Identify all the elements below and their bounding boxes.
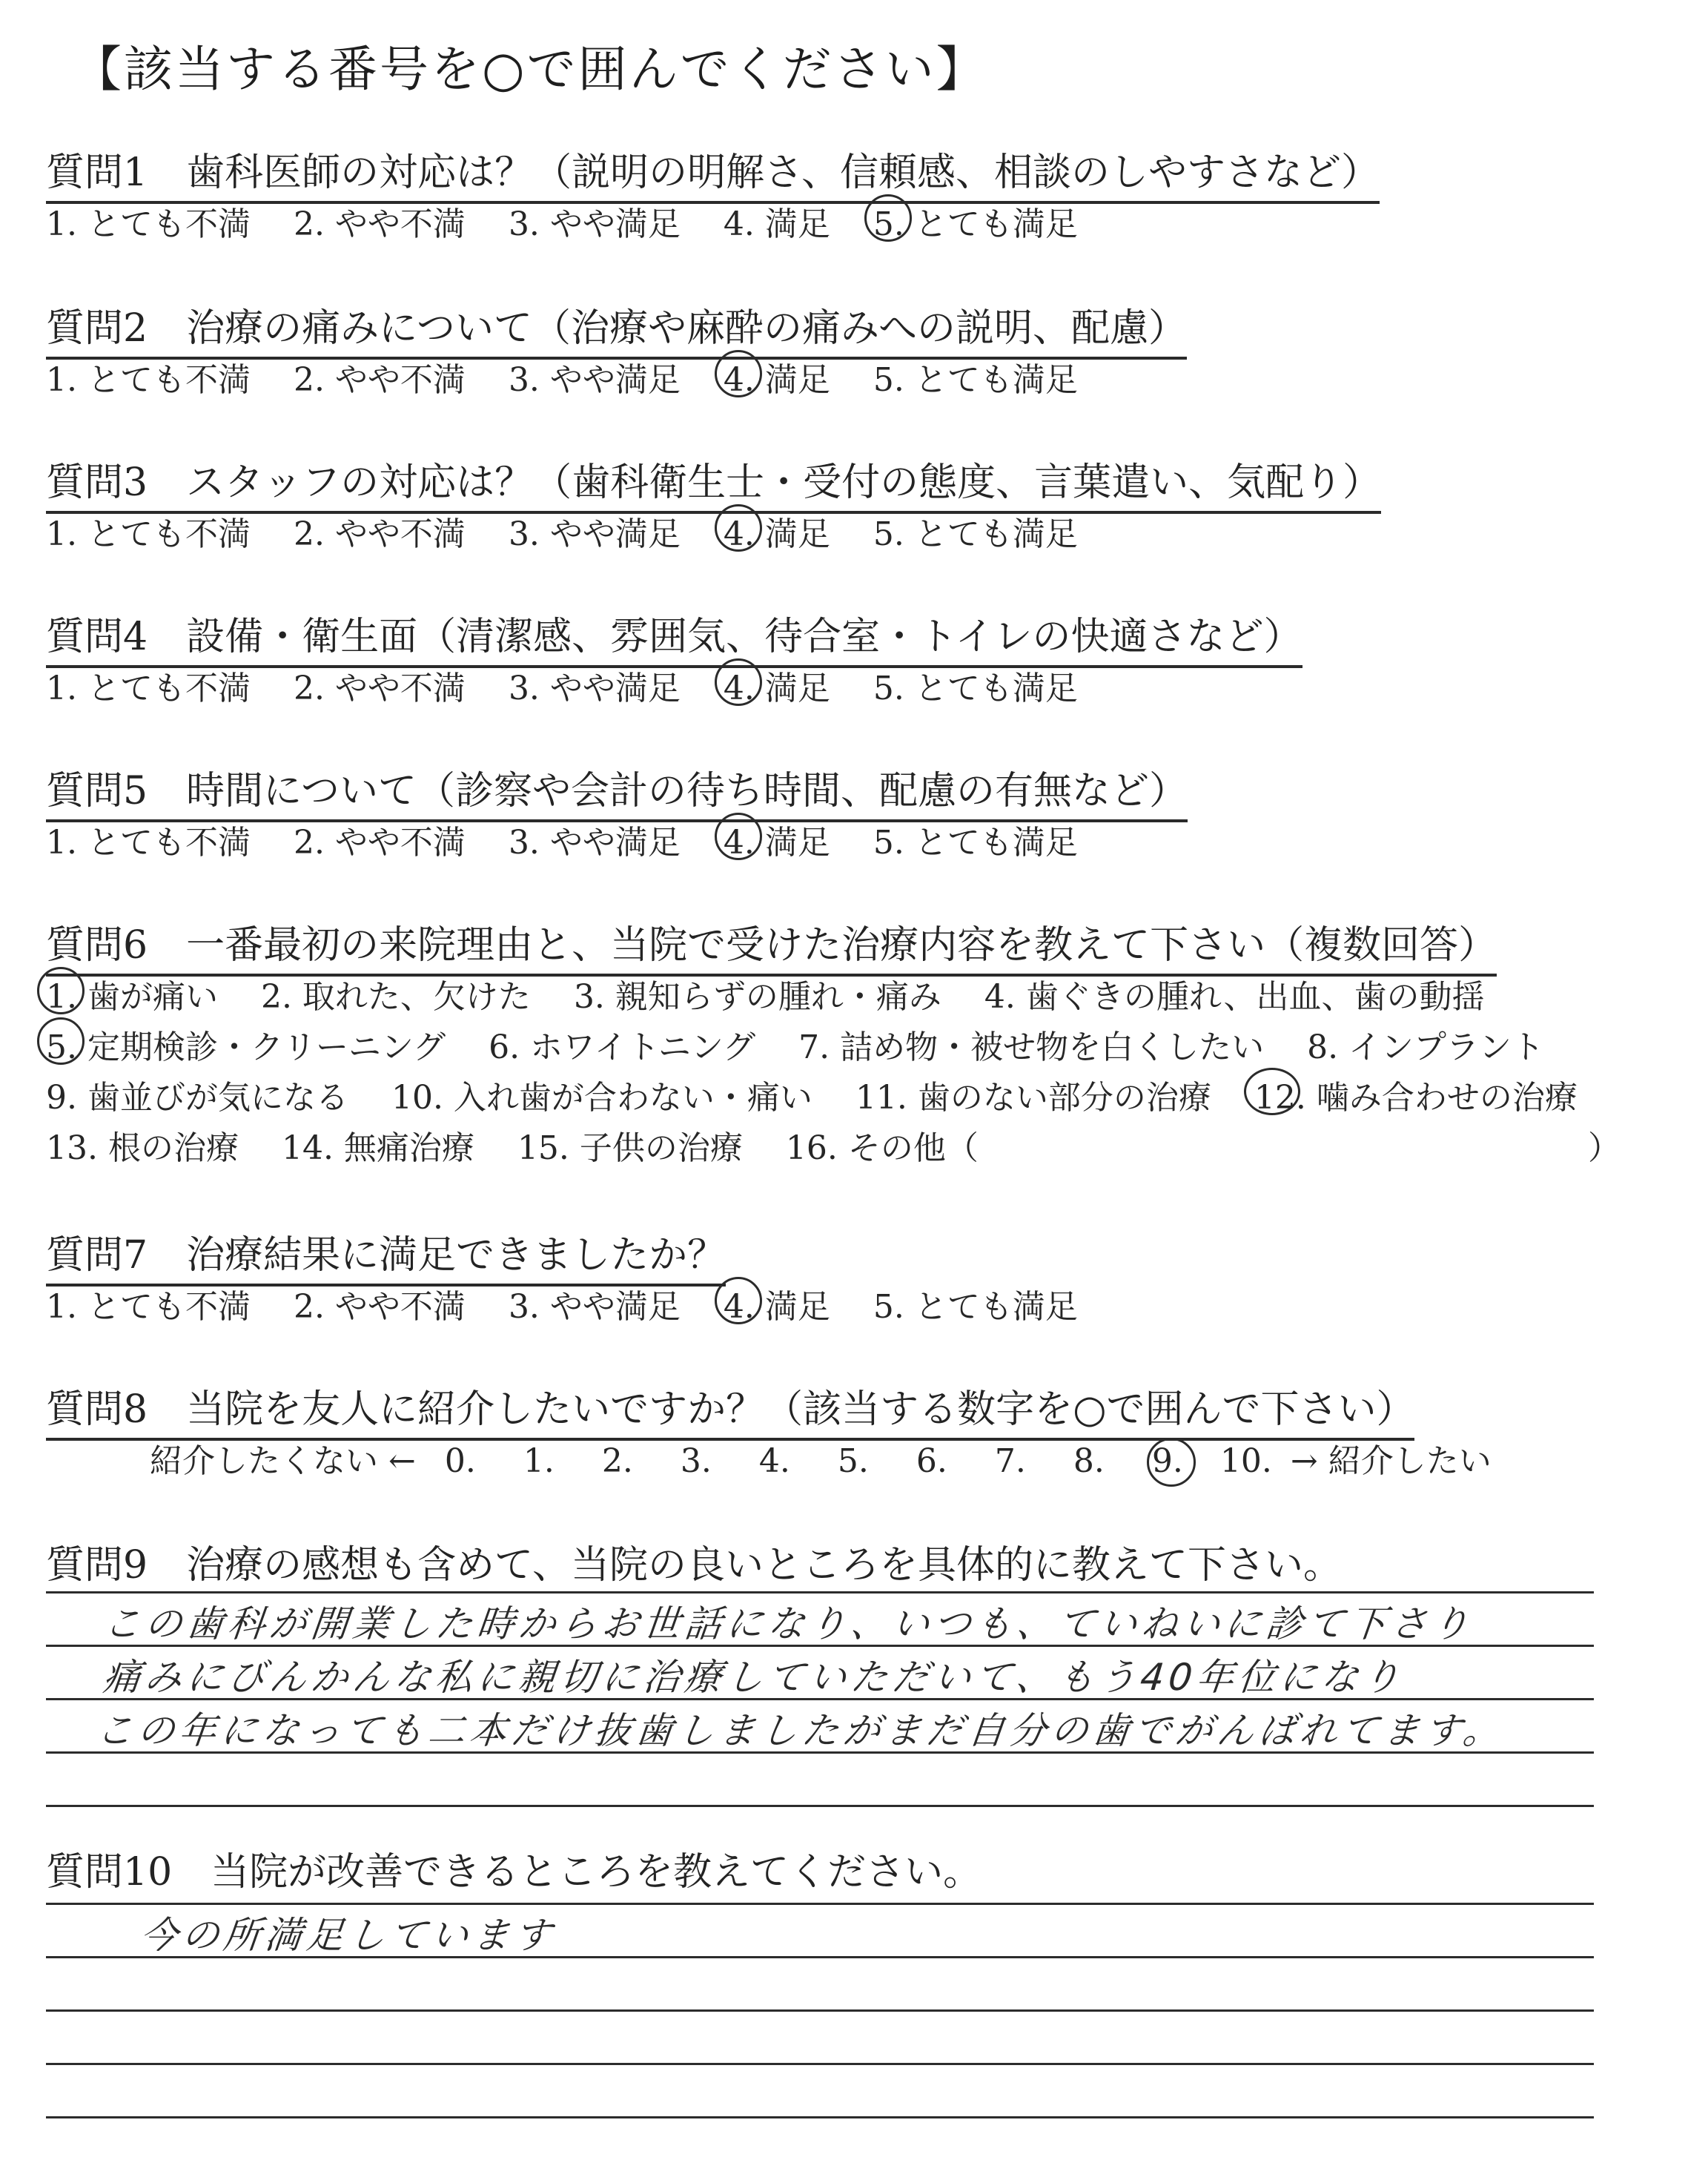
option-4-circled[interactable]: 4. 満足 — [724, 1280, 830, 1327]
option-9[interactable]: 9. 歯並びが気になる — [46, 1079, 348, 1117]
option-4[interactable]: 4. 満足 — [723, 205, 830, 243]
question-6-row-4 — [46, 1121, 1621, 1169]
option-5[interactable]: 5. とても満足 — [873, 1288, 1078, 1326]
question-2-options — [46, 353, 1110, 400]
option-16[interactable]: 16. その他（ — [785, 1129, 979, 1167]
option-4-circled[interactable]: 4. 満足 — [724, 507, 830, 555]
option-1[interactable]: 1. とても不満 — [46, 515, 251, 553]
scale-4[interactable]: 4. — [758, 1442, 790, 1480]
question-2-title: 質問2 治療の痛みについて（治療や麻酔の痛みへの説明、配慮） — [46, 297, 1187, 360]
option-3[interactable]: 3. やや満足 — [508, 205, 681, 243]
form-header: 【該当する番号を○で囲んでください】 — [73, 41, 987, 98]
question-6-title: 質問6 一番最初の来院理由と、当院で受けた治療内容を教えて下さい（複数回答） — [46, 914, 1497, 977]
option-1[interactable]: 1. とても不満 — [46, 824, 251, 862]
scale-10[interactable]: 10. — [1219, 1442, 1272, 1480]
option-11[interactable]: 11. 歯のない部分の治療 — [855, 1079, 1211, 1117]
scale-6[interactable]: 6. — [916, 1442, 947, 1480]
option-2[interactable]: 2. やや不満 — [293, 205, 466, 243]
option-5[interactable]: 5. とても満足 — [873, 515, 1078, 553]
question-6-row-3 — [46, 1071, 1610, 1118]
answer-line — [46, 2063, 1594, 2065]
option-4-circled[interactable]: 4. 満足 — [724, 661, 830, 709]
answer-line — [46, 1591, 1594, 1593]
option-15[interactable]: 15. 子供の治療 — [517, 1129, 743, 1167]
option-14[interactable]: 14. 無痛治療 — [281, 1129, 474, 1167]
recommend-scale — [150, 1434, 1492, 1482]
scale-0[interactable]: 0. — [444, 1442, 476, 1480]
option-12-circled[interactable]: 12. 噛み合わせの治療 — [1254, 1071, 1578, 1118]
option-1[interactable]: 1. とても不満 — [46, 670, 251, 707]
scale-5[interactable]: 5. — [837, 1442, 869, 1480]
option-3[interactable]: 3. やや満足 — [508, 670, 681, 707]
question-3-options — [46, 507, 1110, 555]
option-3[interactable]: 3. やや満足 — [508, 1288, 681, 1326]
option-2[interactable]: 2. やや不満 — [293, 515, 466, 553]
option-1-circled[interactable]: 1. 歯が痛い — [46, 970, 218, 1017]
option-5[interactable]: 5. とても満足 — [873, 361, 1078, 399]
option-3[interactable]: 3. やや満足 — [508, 824, 681, 862]
question-8-title: 質問8 当院を友人に紹介したいですか？（該当する数字を○で囲んで下さい） — [46, 1378, 1414, 1441]
option-3[interactable]: 3. 親知らずの腫れ・痛み — [573, 978, 941, 1016]
option-13[interactable]: 13. 根の治療 — [46, 1129, 239, 1167]
option-16-close-paren: ） — [1588, 1129, 1621, 1167]
option-3[interactable]: 3. やや満足 — [508, 515, 681, 553]
option-1[interactable]: 1. とても不満 — [46, 1288, 251, 1326]
scale-right-label: → 紹介したい — [1290, 1442, 1492, 1480]
question-1-title: 質問1 歯科医師の対応は？（説明の明解さ、信頼感、相談のしやすさなど） — [46, 141, 1380, 204]
scale-left-label: 紹介したくない ← — [150, 1442, 416, 1480]
question-3-title: 質問3 スタッフの対応は？（歯科衛生士・受付の態度、言葉遣い、気配り） — [46, 451, 1381, 514]
question-1-options — [46, 197, 1110, 245]
question-5-title: 質問5 時間について（診察や会計の待ち時間、配慮の有無など） — [46, 759, 1188, 822]
handwritten-answer-line-3: この年になっても二本だけ抜歯しましたがまだ自分の歯でがんばれてます。 — [93, 1709, 1507, 1752]
option-1[interactable]: 1. とても不満 — [46, 361, 251, 399]
scale-7[interactable]: 7. — [994, 1442, 1026, 1480]
option-4[interactable]: 4. 歯ぐきの腫れ、出血、歯の動揺 — [984, 978, 1485, 1016]
option-8[interactable]: 8. インプラント — [1307, 1028, 1545, 1066]
option-6[interactable]: 6. ホワイトニング — [489, 1028, 756, 1066]
answer-line — [46, 2116, 1594, 2118]
question-7-options — [46, 1280, 1110, 1327]
scale-2[interactable]: 2. — [601, 1442, 633, 1480]
question-10-title: 質問10 当院が改善できるところを教えてください。 — [46, 1850, 982, 1895]
option-4-circled[interactable]: 4. 満足 — [724, 353, 830, 400]
option-2[interactable]: 2. やや不満 — [293, 1288, 466, 1326]
question-7-title: 質問7 治療結果に満足できましたか？ — [46, 1223, 726, 1287]
question-6-row-2 — [46, 1020, 1577, 1068]
answer-line — [46, 1805, 1594, 1807]
handwritten-answer-line-1: この歯科が開業した時からお世話になり、いつも、ていねいに診て下さり — [101, 1602, 1476, 1645]
option-1[interactable]: 1. とても不満 — [46, 205, 251, 243]
answer-line — [46, 2009, 1594, 2012]
question-6-row-1 — [46, 970, 1517, 1017]
option-5[interactable]: 5. とても満足 — [873, 670, 1078, 707]
question-4-options — [46, 661, 1110, 709]
scale-8[interactable]: 8. — [1073, 1442, 1105, 1480]
option-4-circled[interactable]: 4. 満足 — [724, 816, 830, 863]
answer-line — [46, 1903, 1594, 1905]
option-7[interactable]: 7. 詰め物・被せ物を白くしたい — [798, 1028, 1265, 1066]
option-10[interactable]: 10. 入れ歯が合わない・痛い — [391, 1079, 812, 1117]
handwritten-answer-q10: 今の所満足しています — [138, 1914, 558, 1957]
question-4-title: 質問4 設備・衛生面（清潔感、雰囲気、待合室・トイレの快適さなど） — [46, 605, 1302, 668]
handwritten-answer-line-2: 痛みにびんかんな私に親切に治療していただいて、もう40年位になり — [101, 1656, 1407, 1699]
option-5-circled[interactable]: 5. 定期検診・クリーニング — [46, 1020, 446, 1068]
scale-3[interactable]: 3. — [680, 1442, 712, 1480]
option-2[interactable]: 2. やや不満 — [293, 824, 466, 862]
option-5[interactable]: 5. とても満足 — [873, 824, 1078, 862]
question-5-options — [46, 816, 1110, 863]
scale-1[interactable]: 1. — [523, 1442, 555, 1480]
scale-9-circled[interactable]: 9. — [1133, 1442, 1202, 1480]
option-2[interactable]: 2. やや不満 — [293, 670, 466, 707]
option-2[interactable]: 2. 取れた、欠けた — [260, 978, 531, 1016]
question-9-title: 質問9 治療の感想も含めて、当院の良いところを具体的に教えて下さい。 — [46, 1543, 1343, 1588]
option-3[interactable]: 3. やや満足 — [508, 361, 681, 399]
option-2[interactable]: 2. やや不満 — [293, 361, 466, 399]
option-5-circled[interactable]: 5. とても満足 — [873, 197, 1078, 245]
